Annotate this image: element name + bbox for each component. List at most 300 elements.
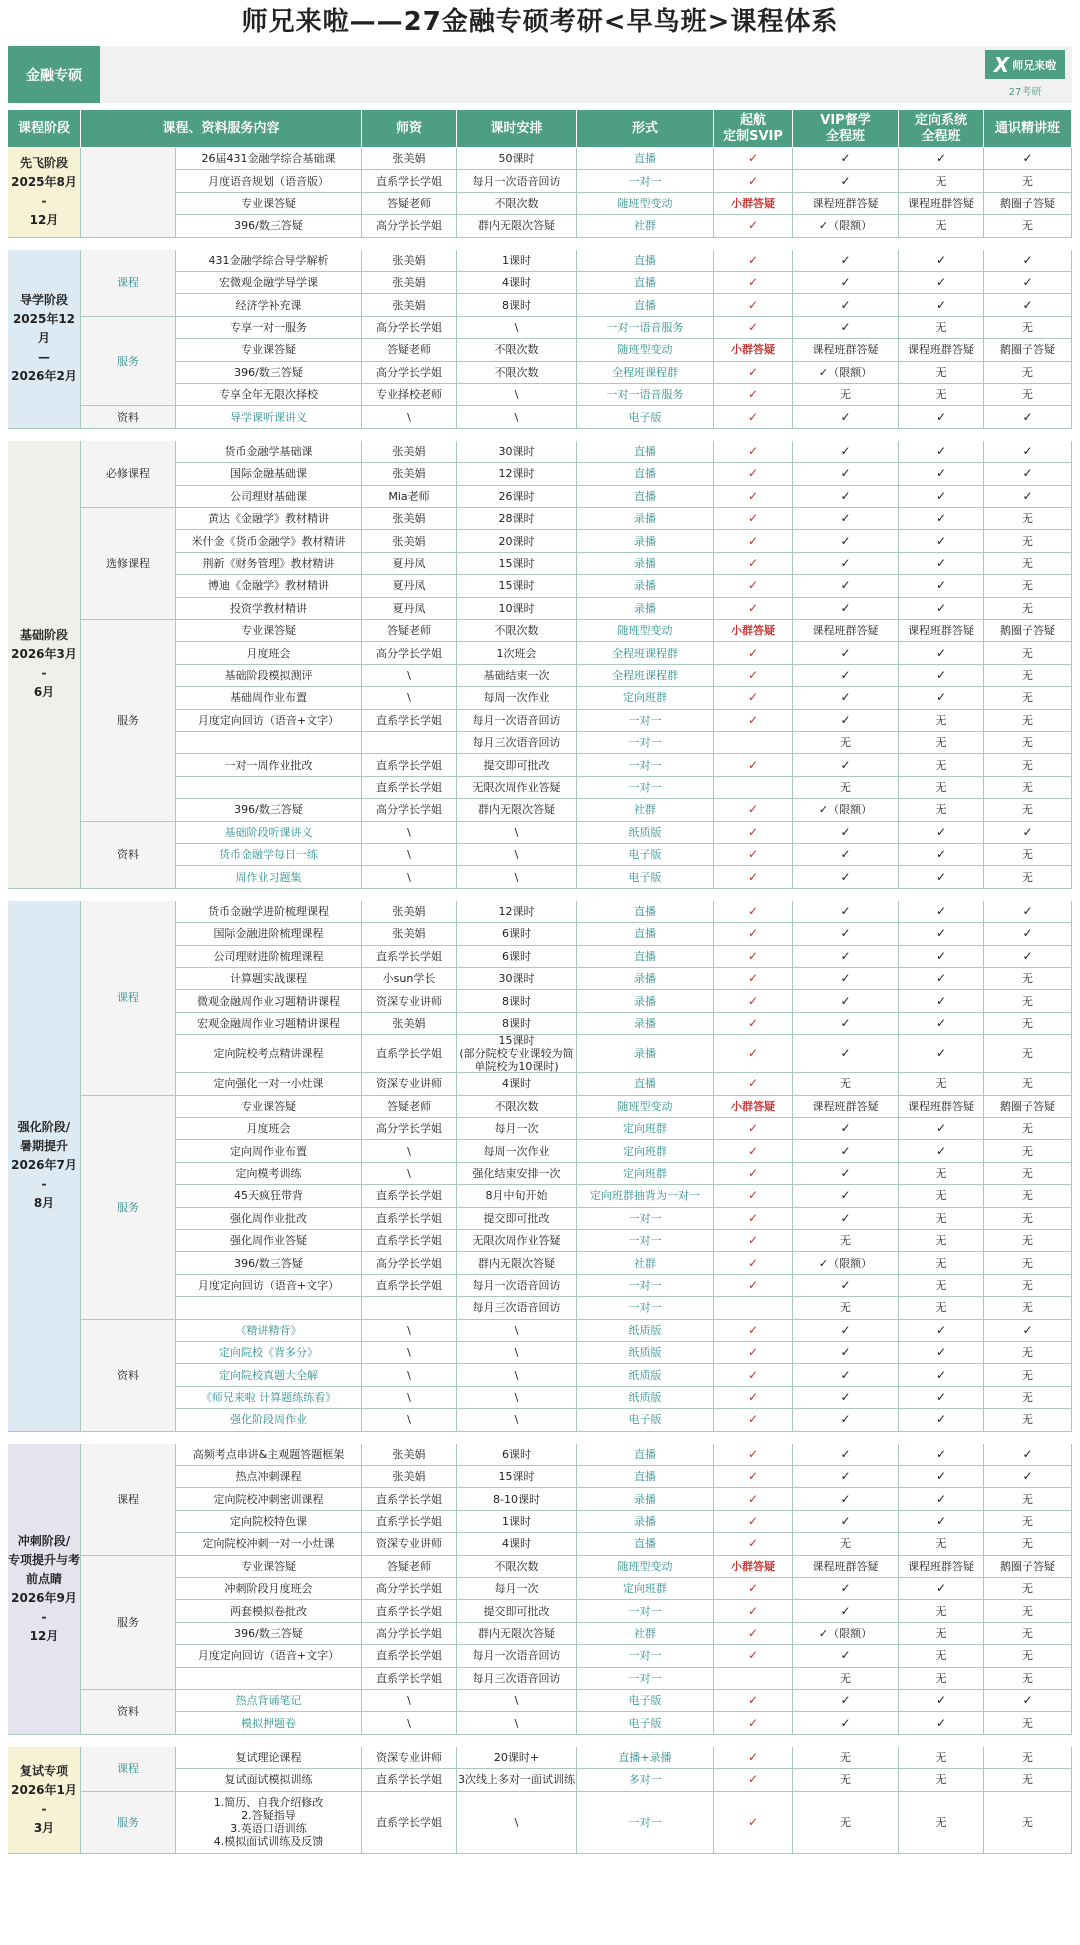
group-label: 资料: [81, 822, 176, 889]
row-teacher: 直系学长学姐: [362, 777, 457, 799]
row-value-1: ✓: [714, 923, 793, 945]
row-form: 随班型变动: [577, 1096, 714, 1118]
row-hours: \: [457, 844, 577, 866]
row-hours: 8课时: [457, 1013, 577, 1035]
row-hours: 不限次数: [457, 193, 577, 215]
row-teacher: 高分学长学姐: [362, 799, 457, 821]
row-item: 模拟押题卷: [176, 1712, 362, 1734]
row-form: 录播: [577, 1488, 714, 1510]
row-value-3: ✓: [899, 598, 984, 620]
row-value-4: 无: [984, 1140, 1072, 1162]
row-form: 录播: [577, 508, 714, 530]
row-form: 纸质版: [577, 1364, 714, 1386]
row-hours: 群内无限次答疑: [457, 799, 577, 821]
row-teacher: \: [362, 1364, 457, 1386]
row-teacher: 张美娟: [362, 923, 457, 945]
row-value-3: 无: [899, 1275, 984, 1297]
row-value-4: 无: [984, 1118, 1072, 1140]
row-value-3: 无: [899, 799, 984, 821]
row-value-4: 无: [984, 170, 1072, 192]
row-value-4: ✓: [984, 463, 1072, 485]
row-value-2: ✓: [793, 901, 899, 923]
row-value-3: ✓: [899, 642, 984, 664]
row-hours: \: [457, 1712, 577, 1734]
row-form: 录播: [577, 598, 714, 620]
row-form: 直播: [577, 1444, 714, 1466]
row-teacher: 专业择校老师: [362, 384, 457, 406]
row-value-1: ✓: [714, 170, 793, 192]
row-value-1: 小群答疑: [714, 1556, 793, 1578]
row-value-4: 无: [984, 1387, 1072, 1409]
row-hours: 提交即可批改: [457, 1208, 577, 1230]
row-value-2: ✓: [793, 441, 899, 463]
row-form: 一对一: [577, 777, 714, 799]
row-teacher: \: [362, 1163, 457, 1185]
row-value-3: 无: [899, 732, 984, 754]
row-value-1: ✓: [714, 1747, 793, 1769]
group-label: 资料: [81, 406, 176, 428]
row-value-3: ✓: [899, 923, 984, 945]
row-value-2: 无: [793, 777, 899, 799]
row-value-1: ✓: [714, 1645, 793, 1667]
row-value-2: ✓: [793, 844, 899, 866]
row-form: 纸质版: [577, 1320, 714, 1342]
row-value-3: 无: [899, 1185, 984, 1207]
row-teacher: 高分学长学姐: [362, 642, 457, 664]
row-teacher: 直系学长学姐: [362, 1792, 457, 1854]
row-teacher: 直系学长学姐: [362, 170, 457, 192]
row-item: 专业课答疑: [176, 620, 362, 642]
row-value-3: ✓: [899, 1342, 984, 1364]
row-form: 随班型变动: [577, 1556, 714, 1578]
row-item: 定向院校冲刺密训课程: [176, 1488, 362, 1510]
row-item: 1.简历、自我介绍修改 2.答疑指导 3.英语口语训练 4.模拟面试训练及反馈: [176, 1792, 362, 1854]
row-value-3: ✓: [899, 1712, 984, 1734]
row-value-1: ✓: [714, 598, 793, 620]
row-value-4: 无: [984, 1185, 1072, 1207]
row-value-2: ✓: [793, 406, 899, 428]
row-form: 直播: [577, 1073, 714, 1095]
row-form: 录播: [577, 1035, 714, 1073]
row-value-1: ✓: [714, 1444, 793, 1466]
row-value-1: ✓: [714, 1163, 793, 1185]
row-hours: 每月三次语音回访: [457, 1668, 577, 1690]
row-item: 基础阶段听课讲义: [176, 822, 362, 844]
top-band: [8, 46, 1072, 103]
row-teacher: 高分学长学姐: [362, 1578, 457, 1600]
stage-divider: [8, 1735, 1072, 1747]
row-hours: 提交即可批改: [457, 1600, 577, 1622]
row-value-1: 小群答疑: [714, 193, 793, 215]
row-form: 全程班课程群: [577, 642, 714, 664]
row-value-1: ✓: [714, 148, 793, 170]
row-value-2: ✓: [793, 272, 899, 294]
row-value-4: 无: [984, 317, 1072, 339]
row-value-2: 无: [793, 1073, 899, 1095]
row-value-2: ✓: [793, 1645, 899, 1667]
row-value-3: ✓: [899, 866, 984, 888]
row-value-1: ✓: [714, 1488, 793, 1510]
row-value-1: ✓: [714, 1511, 793, 1533]
row-value-2: ✓: [793, 598, 899, 620]
row-item: 一对一周作业批改: [176, 754, 362, 776]
row-item: 强化周作业批改: [176, 1208, 362, 1230]
row-value-3: ✓: [899, 968, 984, 990]
row-value-3: ✓: [899, 844, 984, 866]
row-item: 定向强化一对一小灶课: [176, 1073, 362, 1095]
row-value-1: [714, 1297, 793, 1319]
row-teacher: 小sun学长: [362, 968, 457, 990]
row-item: 黄达《金融学》教材精讲: [176, 508, 362, 530]
row-value-3: 无: [899, 317, 984, 339]
stage-divider: [8, 238, 1072, 250]
row-hours: \: [457, 1409, 577, 1431]
row-value-4: 鹅圈子答疑: [984, 193, 1072, 215]
row-form: 纸质版: [577, 1342, 714, 1364]
header-teacher: 师资: [362, 110, 457, 148]
row-hours: 30课时: [457, 968, 577, 990]
row-teacher: 张美娟: [362, 901, 457, 923]
row-item: 两套模拟卷批改: [176, 1600, 362, 1622]
row-value-4: ✓: [984, 822, 1072, 844]
row-value-3: ✓: [899, 1364, 984, 1386]
row-value-4: 无: [984, 384, 1072, 406]
row-value-4: 无: [984, 866, 1072, 888]
row-teacher: \: [362, 1409, 457, 1431]
row-hours: 8课时: [457, 294, 577, 316]
row-hours: 3次线上多对一面试训练: [457, 1769, 577, 1791]
row-form: 录播: [577, 990, 714, 1012]
row-teacher: 夏丹凤: [362, 553, 457, 575]
row-value-4: 无: [984, 1712, 1072, 1734]
row-item: 定向院校真题大全解: [176, 1364, 362, 1386]
row-form: 一对一: [577, 1230, 714, 1252]
row-value-2: ✓: [793, 1140, 899, 1162]
row-value-4: 鹅圈子答疑: [984, 620, 1072, 642]
row-value-1: [714, 1668, 793, 1690]
row-value-4: 鹅圈子答疑: [984, 1096, 1072, 1118]
row-value-4: 无: [984, 1645, 1072, 1667]
row-value-2: ✓: [793, 1163, 899, 1185]
row-hours: 8课时: [457, 990, 577, 1012]
row-hours: 不限次数: [457, 1096, 577, 1118]
row-form: 录播: [577, 968, 714, 990]
row-hours: 6课时: [457, 923, 577, 945]
row-value-2: ✓（限额）: [793, 1623, 899, 1645]
group-label: 资料: [81, 1690, 176, 1735]
row-hours: 1课时: [457, 250, 577, 272]
row-value-4: 无: [984, 598, 1072, 620]
row-value-2: ✓: [793, 250, 899, 272]
row-value-2: ✓（限额）: [793, 215, 899, 237]
header-stage: 课程阶段: [8, 110, 81, 148]
row-value-3: ✓: [899, 1140, 984, 1162]
row-value-4: 无: [984, 1511, 1072, 1533]
row-form: 电子版: [577, 844, 714, 866]
row-value-1: ✓: [714, 1712, 793, 1734]
row-hours: 每月一次: [457, 1578, 577, 1600]
row-value-1: ✓: [714, 1185, 793, 1207]
row-value-2: ✓: [793, 923, 899, 945]
row-value-2: 无: [793, 1769, 899, 1791]
row-value-2: ✓: [793, 866, 899, 888]
row-value-3: ✓: [899, 1035, 984, 1073]
row-value-1: ✓: [714, 866, 793, 888]
row-value-3: 无: [899, 1208, 984, 1230]
row-value-3: 无: [899, 754, 984, 776]
row-hours: 8月中旬开始: [457, 1185, 577, 1207]
row-value-3: 无: [899, 170, 984, 192]
row-form: 电子版: [577, 1409, 714, 1431]
row-value-1: ✓: [714, 463, 793, 485]
row-value-2: ✓: [793, 946, 899, 968]
row-value-2: ✓（限额）: [793, 799, 899, 821]
row-teacher: 夏丹凤: [362, 575, 457, 597]
row-value-1: ✓: [714, 1623, 793, 1645]
row-value-2: ✓: [793, 687, 899, 709]
row-value-3: 课程班群答疑: [899, 1096, 984, 1118]
row-item: 专业课答疑: [176, 1096, 362, 1118]
row-value-3: ✓: [899, 901, 984, 923]
row-value-4: 无: [984, 1623, 1072, 1645]
row-value-4: 无: [984, 1252, 1072, 1274]
row-teacher: 张美娟: [362, 1466, 457, 1488]
row-hours: \: [457, 317, 577, 339]
row-value-2: ✓: [793, 530, 899, 552]
row-item: 微观金融周作业习题精讲课程: [176, 990, 362, 1012]
row-value-2: ✓: [793, 553, 899, 575]
row-hours: 每周一次作业: [457, 1140, 577, 1162]
row-hours: 每月三次语音回访: [457, 1297, 577, 1319]
group-label: 服务: [81, 620, 176, 822]
row-hours: \: [457, 1320, 577, 1342]
row-value-4: ✓: [984, 294, 1072, 316]
row-teacher: 直系学长学姐: [362, 1511, 457, 1533]
row-value-1: ✓: [714, 1342, 793, 1364]
row-value-1: ✓: [714, 508, 793, 530]
row-value-3: ✓: [899, 1320, 984, 1342]
logo-x-icon: X: [993, 52, 1010, 77]
row-value-2: 无: [793, 1792, 899, 1854]
row-form: 一对一: [577, 1600, 714, 1622]
row-value-2: ✓: [793, 1578, 899, 1600]
row-hours: 20课时+: [457, 1747, 577, 1769]
row-hours: 1次班会: [457, 642, 577, 664]
row-value-2: ✓: [793, 486, 899, 508]
row-hours: 15课时: [457, 553, 577, 575]
logo-subtitle: 27考研: [1008, 87, 1042, 98]
header-vip: VIP督学 全程班: [793, 110, 899, 148]
row-value-3: ✓: [899, 294, 984, 316]
row-item: [176, 732, 362, 754]
row-hours: 群内无限次答疑: [457, 1252, 577, 1274]
row-teacher: 资深专业讲师: [362, 990, 457, 1012]
row-value-2: 无: [793, 1668, 899, 1690]
row-hours: 强化结束安排一次: [457, 1163, 577, 1185]
row-teacher: 高分学长学姐: [362, 1118, 457, 1140]
row-value-2: ✓: [793, 1035, 899, 1073]
row-value-4: 无: [984, 1409, 1072, 1431]
row-hours: 12课时: [457, 463, 577, 485]
row-value-1: ✓: [714, 1792, 793, 1854]
row-value-4: 无: [984, 1668, 1072, 1690]
row-form: 直播: [577, 272, 714, 294]
row-value-4: 无: [984, 215, 1072, 237]
row-value-4: 无: [984, 1208, 1072, 1230]
row-hours: 无限次周作业答疑: [457, 777, 577, 799]
row-value-2: ✓: [793, 148, 899, 170]
row-item: 396/数三答疑: [176, 362, 362, 384]
row-value-3: ✓: [899, 508, 984, 530]
row-value-4: 无: [984, 732, 1072, 754]
row-hours: 6课时: [457, 1444, 577, 1466]
row-teacher: 张美娟: [362, 148, 457, 170]
row-value-1: ✓: [714, 294, 793, 316]
row-teacher: 直系学长学姐: [362, 946, 457, 968]
row-teacher: 高分学长学姐: [362, 1623, 457, 1645]
logo: [985, 50, 1065, 79]
row-form: 一对一语音服务: [577, 317, 714, 339]
row-form: 一对一: [577, 710, 714, 732]
row-value-4: 无: [984, 1230, 1072, 1252]
row-form: 定向班群: [577, 1118, 714, 1140]
row-hours: 每月三次语音回访: [457, 732, 577, 754]
row-form: 社群: [577, 215, 714, 237]
row-teacher: \: [362, 1690, 457, 1712]
row-value-1: ✓: [714, 1409, 793, 1431]
row-value-3: 无: [899, 777, 984, 799]
row-form: 一对一: [577, 732, 714, 754]
row-value-4: 无: [984, 1342, 1072, 1364]
row-value-3: ✓: [899, 1690, 984, 1712]
row-value-3: ✓: [899, 665, 984, 687]
row-value-3: 无: [899, 1252, 984, 1274]
row-teacher: \: [362, 866, 457, 888]
row-hours: 12课时: [457, 901, 577, 923]
row-value-4: 无: [984, 1163, 1072, 1185]
row-teacher: 答疑老师: [362, 339, 457, 361]
row-value-3: 无: [899, 384, 984, 406]
stage-label: 导学阶段 2025年12月 — 2026年2月: [8, 250, 81, 429]
row-form: 定向班群: [577, 1578, 714, 1600]
stage-label: 强化阶段/ 暑期提升 2026年7月 - 8月: [8, 901, 81, 1432]
row-value-1: 小群答疑: [714, 1096, 793, 1118]
row-value-1: ✓: [714, 1275, 793, 1297]
row-value-4: 无: [984, 687, 1072, 709]
row-form: 直播: [577, 1533, 714, 1555]
row-item: 专业课答疑: [176, 339, 362, 361]
row-value-2: 课程班群答疑: [793, 1096, 899, 1118]
row-hours: 无限次周作业答疑: [457, 1230, 577, 1252]
row-item: 投资学教材精讲: [176, 598, 362, 620]
row-value-4: 无: [984, 508, 1072, 530]
row-teacher: \: [362, 822, 457, 844]
stage-divider: [8, 429, 1072, 441]
header-general: 通识精讲班: [984, 110, 1072, 148]
row-value-2: ✓: [793, 710, 899, 732]
row-item: 396/数三答疑: [176, 215, 362, 237]
row-value-3: 课程班群答疑: [899, 193, 984, 215]
row-form: 纸质版: [577, 1387, 714, 1409]
row-value-4: 无: [984, 575, 1072, 597]
row-value-2: 课程班群答疑: [793, 193, 899, 215]
row-value-3: 课程班群答疑: [899, 1556, 984, 1578]
row-value-4: ✓: [984, 1320, 1072, 1342]
row-value-4: 无: [984, 1013, 1072, 1035]
row-form: 随班型变动: [577, 620, 714, 642]
row-value-1: ✓: [714, 1533, 793, 1555]
row-item: 荆新《财务管理》教材精讲: [176, 553, 362, 575]
row-form: 定向班群: [577, 687, 714, 709]
row-value-2: 无: [793, 1230, 899, 1252]
row-teacher: 直系学长学姐: [362, 1185, 457, 1207]
row-teacher: 直系学长学姐: [362, 1645, 457, 1667]
row-hours: 15课时 (部分院校专业课较为简单院校为10课时): [457, 1035, 577, 1073]
row-form: 录播: [577, 1511, 714, 1533]
row-hours: 50课时: [457, 148, 577, 170]
row-value-4: 无: [984, 710, 1072, 732]
row-teacher: 张美娟: [362, 294, 457, 316]
row-item: 强化周作业答疑: [176, 1230, 362, 1252]
row-value-2: 无: [793, 1297, 899, 1319]
row-item: 定向院校特色课: [176, 1511, 362, 1533]
row-value-3: ✓: [899, 1387, 984, 1409]
row-item: 博迪《金融学》教材精讲: [176, 575, 362, 597]
row-value-1: ✓: [714, 710, 793, 732]
row-value-4: 无: [984, 665, 1072, 687]
row-value-2: ✓: [793, 1275, 899, 1297]
row-item: 定向周作业布置: [176, 1140, 362, 1162]
row-value-2: 无: [793, 384, 899, 406]
group-label: 必修课程: [81, 441, 176, 508]
row-value-2: 无: [793, 732, 899, 754]
row-item: [176, 1297, 362, 1319]
row-value-1: ✓: [714, 665, 793, 687]
row-value-1: ✓: [714, 215, 793, 237]
row-item: [176, 777, 362, 799]
row-value-4: ✓: [984, 272, 1072, 294]
row-value-1: [714, 777, 793, 799]
row-hours: 20课时: [457, 530, 577, 552]
group-label: 选修课程: [81, 508, 176, 620]
row-teacher: 张美娟: [362, 441, 457, 463]
row-teacher: 直系学长学姐: [362, 1275, 457, 1297]
row-value-1: ✓: [714, 642, 793, 664]
row-teacher: 高分学长学姐: [362, 1252, 457, 1274]
row-value-3: ✓: [899, 1511, 984, 1533]
row-teacher: 直系学长学姐: [362, 1035, 457, 1073]
row-hours: \: [457, 1792, 577, 1854]
row-form: 录播: [577, 1013, 714, 1035]
row-value-2: ✓（限额）: [793, 1252, 899, 1274]
row-teacher: 答疑老师: [362, 1556, 457, 1578]
row-value-4: ✓: [984, 1444, 1072, 1466]
row-hours: 群内无限次答疑: [457, 215, 577, 237]
group-label: 服务: [81, 317, 176, 407]
row-teacher: 答疑老师: [362, 620, 457, 642]
row-hours: 8-10课时: [457, 1488, 577, 1510]
row-value-3: ✓: [899, 1409, 984, 1431]
row-value-2: 课程班群答疑: [793, 620, 899, 642]
row-value-2: ✓: [793, 575, 899, 597]
row-value-3: 无: [899, 710, 984, 732]
row-value-1: ✓: [714, 1230, 793, 1252]
row-hours: 不限次数: [457, 339, 577, 361]
row-value-2: ✓: [793, 1208, 899, 1230]
row-value-4: 无: [984, 1578, 1072, 1600]
row-value-2: 课程班群答疑: [793, 339, 899, 361]
row-value-2: ✓: [793, 1013, 899, 1035]
